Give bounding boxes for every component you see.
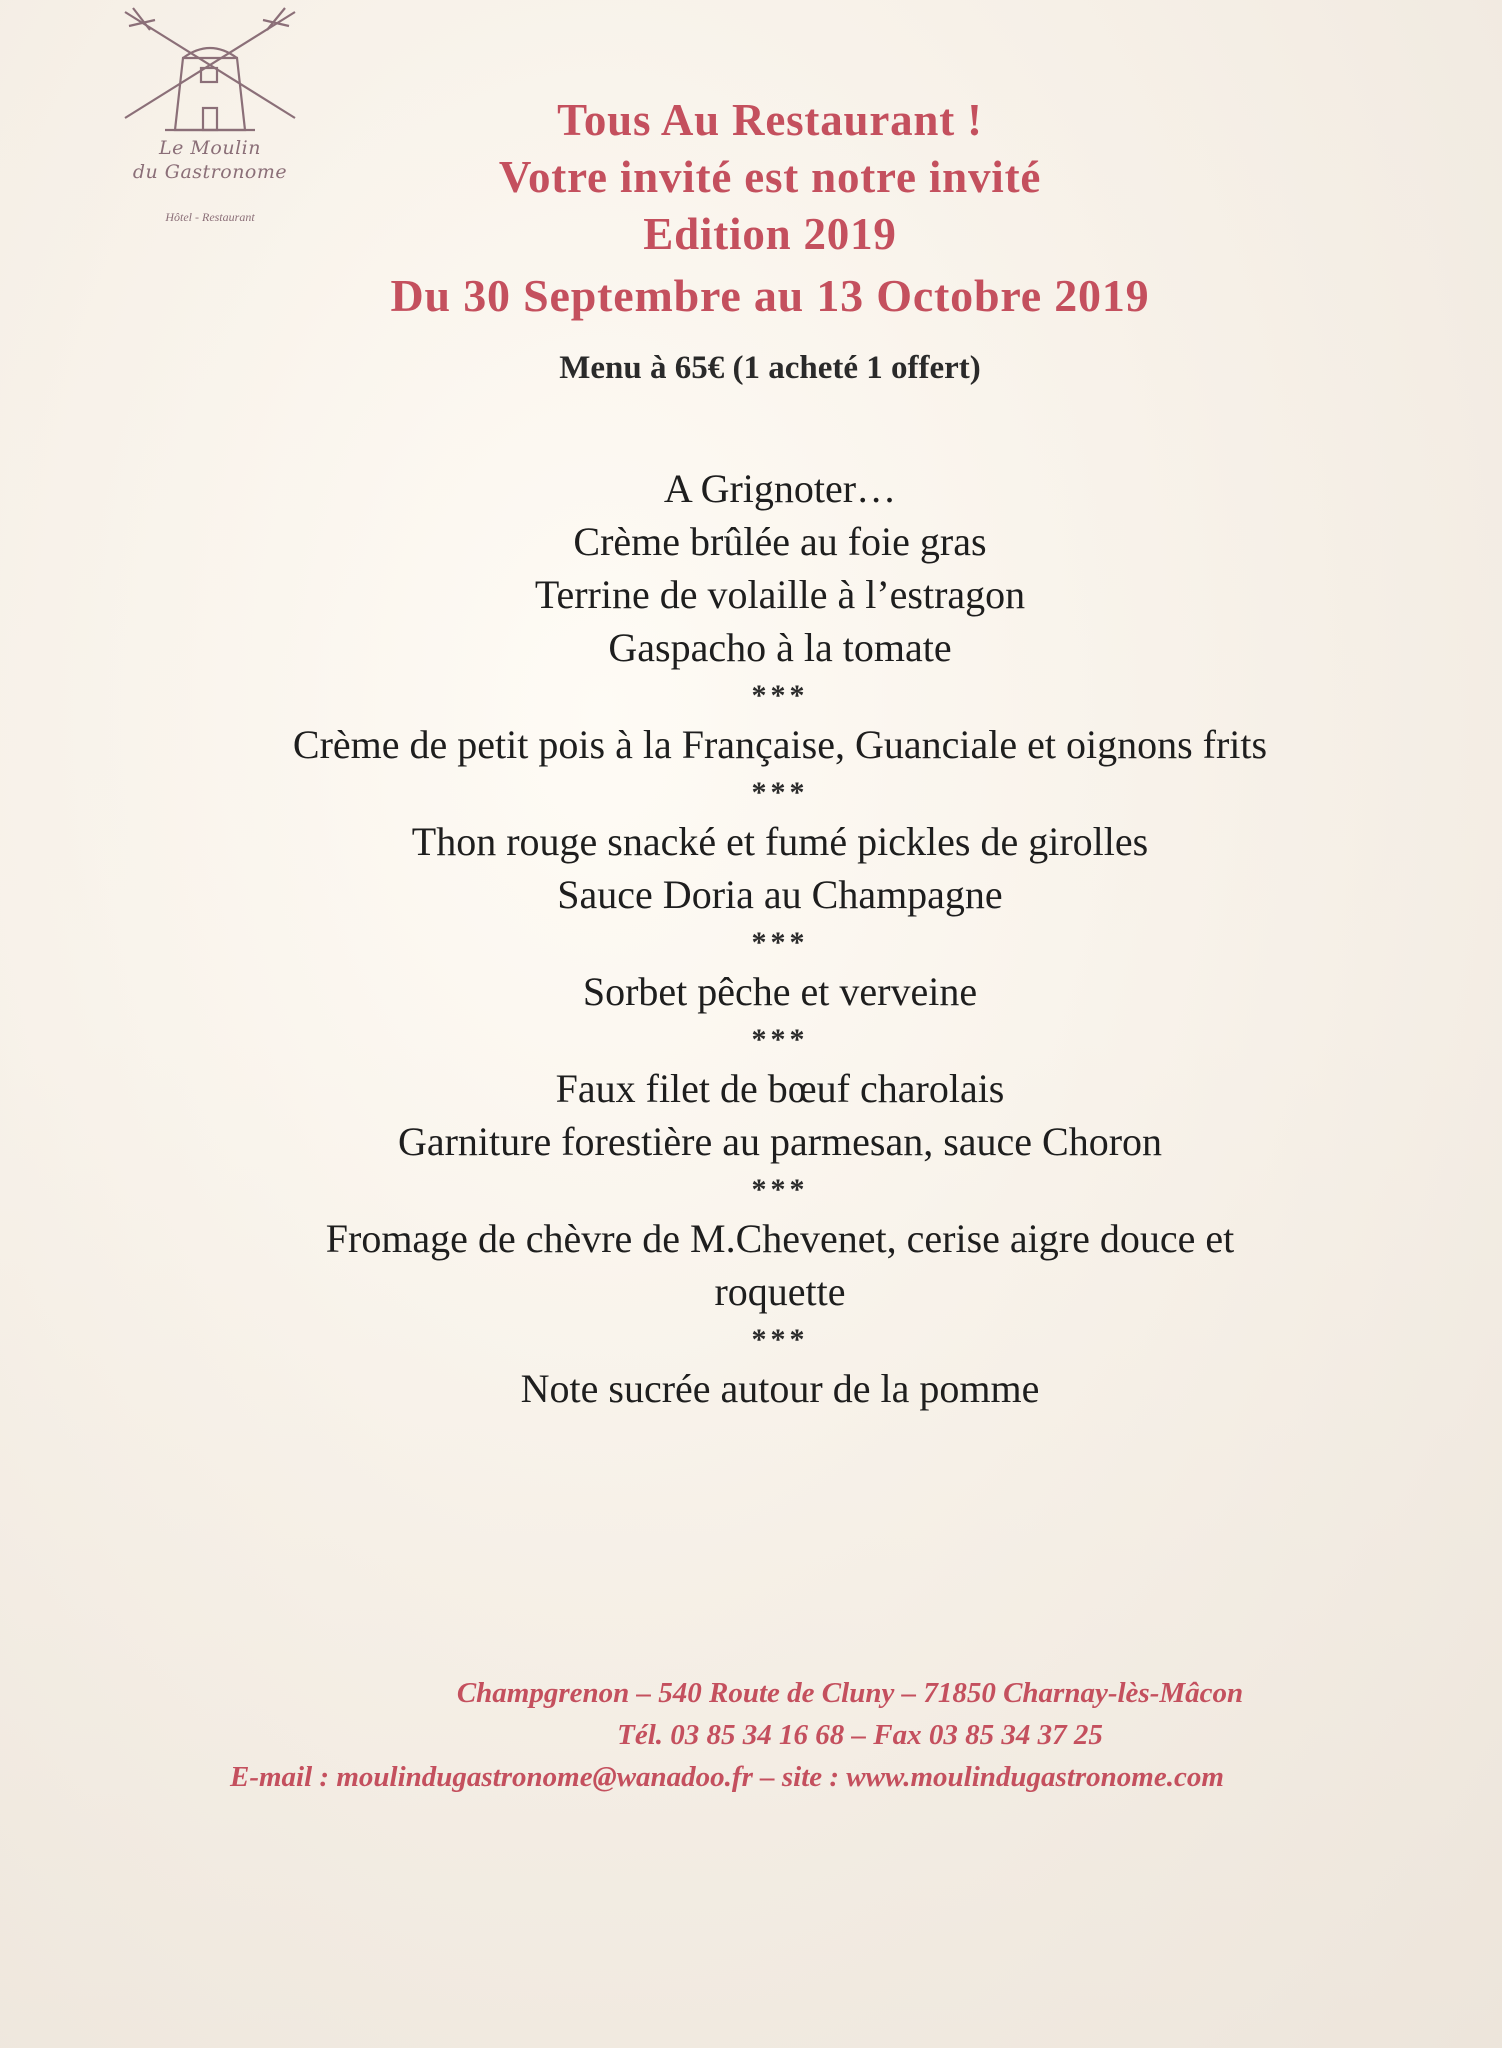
event-title: Tous Au Restaurant ! <box>557 95 983 145</box>
course-separator: *** <box>751 1023 809 1056</box>
menu-item: Gaspacho à la tomate <box>608 625 952 670</box>
menu-item: Sorbet pêche et verveine <box>582 969 978 1014</box>
logo-name-line1: Le Moulin <box>159 137 261 159</box>
event-edition: Edition 2019 <box>643 209 897 259</box>
course-separator: *** <box>751 679 809 712</box>
event-header <box>200 92 1340 327</box>
menu-price: Menu à 65€ (1 acheté 1 offert) <box>559 350 981 386</box>
menu-item: Crème de petit pois à la Française, Guanciale et oignons frits <box>292 722 1268 767</box>
menu-item: Thon rouge snacké et fumé pickles de girolles <box>411 819 1149 864</box>
restaurant-contact <box>180 1672 1500 1798</box>
event-tagline: Votre invité est notre invité <box>498 152 1042 202</box>
menu-item: Note sucrée autour de la pomme <box>520 1366 1040 1411</box>
course-separator: *** <box>751 926 809 959</box>
menu-item: Crème brûlée au foie gras <box>573 519 987 564</box>
logo-name-line2: du Gastronome <box>132 161 288 183</box>
menu-item: Terrine de volaille à l’estragon <box>534 572 1026 617</box>
logo-subtitle: Hôtel - Restaurant <box>165 210 255 224</box>
menu-item: Fromage de chèvre de M.Chevenet, cerise aigre douce et <box>325 1216 1235 1261</box>
menu-item: Garniture forestière au parmesan, sauce Choron <box>397 1119 1163 1164</box>
contact-email-site: E-mail : moulindugastronome@wanadoo.fr – site : www.moulindugastronome.com <box>230 1761 1224 1793</box>
course-separator: *** <box>751 1173 809 1206</box>
event-dates: Du 30 Septembre au 13 Octobre 2019 <box>390 270 1150 321</box>
menu-item: Faux filet de bœuf charolais <box>555 1066 1005 1111</box>
contact-address: Champgrenon – 540 Route de Cluny – 71850 Charnay-lès-Mâcon <box>456 1677 1244 1709</box>
menu-item: roquette <box>714 1269 846 1314</box>
menu-courses <box>140 462 1420 1415</box>
menu-item: A Grignoter… <box>663 466 897 511</box>
contact-phone: Tél. 03 85 34 16 68 – Fax 03 85 34 37 25 <box>617 1719 1103 1751</box>
course-separator: *** <box>751 776 809 809</box>
course-separator: *** <box>751 1323 809 1356</box>
menu-item: Sauce Doria au Champagne <box>557 872 1003 917</box>
